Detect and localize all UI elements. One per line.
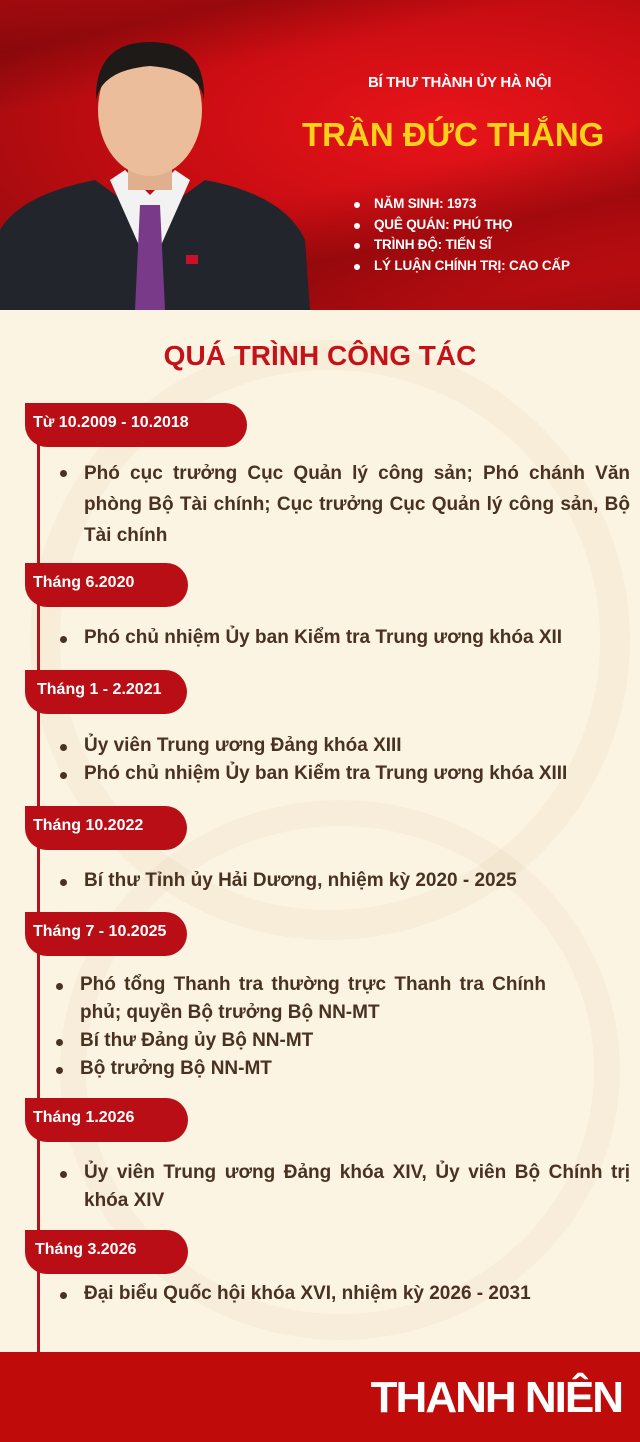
fact-hometown: QUÊ QUÁN: PHÚ THỌ xyxy=(354,215,634,236)
list-item: Bí thư Đảng ủy Bộ NN-MT xyxy=(54,1027,546,1055)
facts-list xyxy=(354,194,634,276)
timeline-items xyxy=(58,624,630,652)
timeline-items xyxy=(54,971,546,1083)
list-item: Bí thư Tỉnh ủy Hải Dương, nhiệm kỳ 2020 - 2025 xyxy=(58,867,630,895)
list-item: Phó chủ nhiệm Ủy ban Kiểm tra Trung ương khóa XIII xyxy=(58,760,630,788)
fact-education: TRÌNH ĐỘ: TIẾN SĨ xyxy=(354,235,634,256)
fact-political-theory: LÝ LUẬN CHÍNH TRỊ: CAO CẤP xyxy=(354,256,634,277)
section-title: QUÁ TRÌNH CÔNG TÁC xyxy=(163,340,477,371)
timeline-items xyxy=(58,1280,630,1308)
person-name: TRẦN ĐỨC THẮNG xyxy=(302,116,605,153)
header-banner xyxy=(0,0,640,310)
portrait-image xyxy=(0,20,310,310)
period-label: Tháng 10.2022 xyxy=(25,806,187,850)
list-item: Phó cục trưởng Cục Quản lý công sản; Phó chánh Văn phòng Bộ Tài chính; Cục trưởng Cục Quản lý công sản, Bộ Tài chính xyxy=(58,458,630,551)
timeline-items xyxy=(58,458,630,551)
fact-birth-year: NĂM SINH: 1973 xyxy=(354,194,634,215)
timeline-items xyxy=(58,1159,630,1215)
period-label: Tháng 3.2026 xyxy=(25,1230,188,1274)
list-item: Phó chủ nhiệm Ủy ban Kiểm tra Trung ương khóa XII xyxy=(58,624,630,652)
period-label: Tháng 7 - 10.2025 xyxy=(25,912,187,956)
list-item: Ủy viên Trung ương Đảng khóa XIII xyxy=(58,732,630,760)
period-label: Từ 10.2009 - 10.2018 xyxy=(25,403,247,447)
period-label: Tháng 1.2026 xyxy=(25,1098,188,1142)
timeline-items xyxy=(58,867,630,895)
period-label: Tháng 1 - 2.2021 xyxy=(25,670,187,714)
footer xyxy=(0,1352,640,1442)
list-item: Phó tổng Thanh tra thường trực Thanh tra Chính phủ; quyền Bộ trưởng Bộ NN-MT xyxy=(54,971,546,1027)
list-item: Ủy viên Trung ương Đảng khóa XIV, Ủy viên Bộ Chính trị khóa XIV xyxy=(58,1159,630,1215)
timeline-items xyxy=(58,732,630,788)
thanh-nien-logo: THANH NIÊN xyxy=(370,1373,622,1422)
list-item: Bộ trưởng Bộ NN-MT xyxy=(54,1055,546,1083)
position-title: BÍ THƯ THÀNH ỦY HÀ NỘI xyxy=(368,74,552,91)
list-item: Đại biểu Quốc hội khóa XVI, nhiệm kỳ 2026 - 2031 xyxy=(58,1280,630,1308)
period-label: Tháng 6.2020 xyxy=(25,563,188,607)
